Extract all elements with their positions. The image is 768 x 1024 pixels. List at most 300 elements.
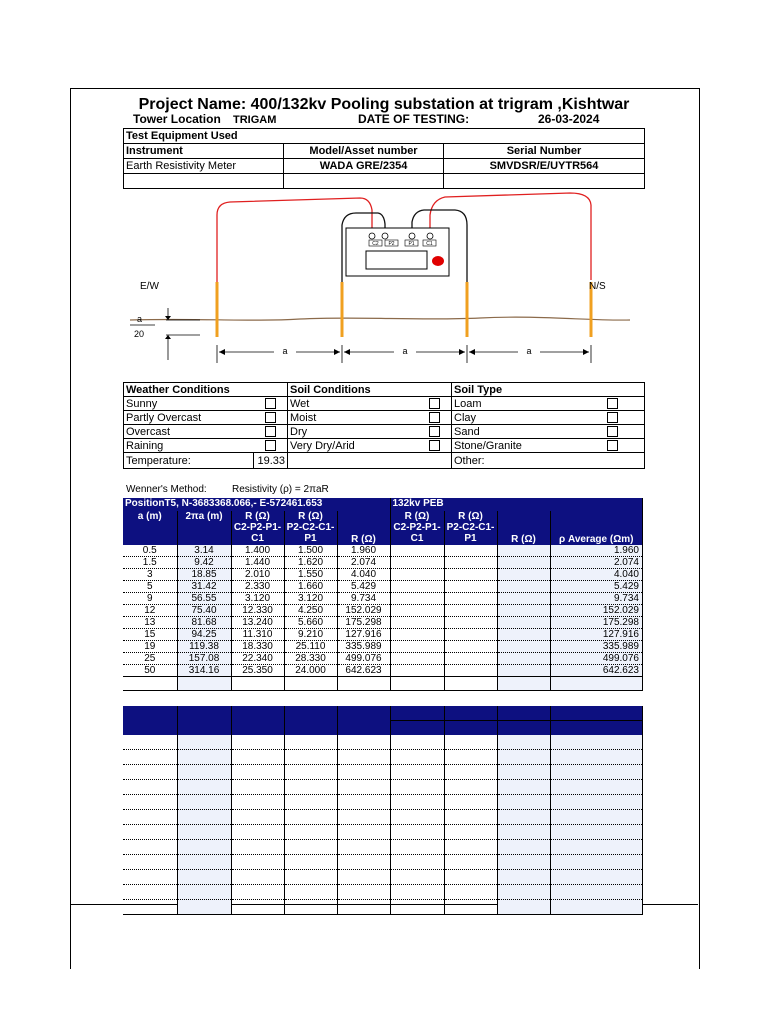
table-cell (337, 870, 390, 885)
table-cell: 25.350 (231, 665, 284, 677)
blank-header-cell (390, 721, 444, 736)
checkbox-moist[interactable] (417, 411, 452, 425)
table-cell (390, 765, 444, 780)
table-cell: 152.029 (550, 605, 643, 617)
model-value: WADA GRE/2354 (284, 159, 444, 174)
table-cell (284, 870, 337, 885)
table-cell (177, 810, 231, 825)
depth-a-label: a (137, 314, 143, 324)
table-row (123, 735, 643, 750)
table-cell (550, 735, 643, 750)
table-cell (284, 885, 337, 900)
temperature-value[interactable]: 19.33 (253, 453, 288, 469)
table-cell: 499.076 (550, 653, 643, 665)
table-cell: 12 (123, 605, 177, 617)
table-cell (390, 780, 444, 795)
table-cell: 18.85 (177, 569, 231, 581)
soil-title: Soil Conditions (288, 383, 452, 397)
checkbox-raining[interactable] (253, 439, 288, 453)
arrow-right-icon (583, 349, 589, 355)
table-cell (231, 840, 284, 855)
table-cell: 4.250 (284, 605, 337, 617)
table-cell (177, 885, 231, 900)
table-cell (390, 593, 444, 605)
table-cell (177, 750, 231, 765)
table-row (123, 653, 643, 665)
table-cell: 3.14 (177, 545, 231, 557)
table-cell: 3.120 (284, 593, 337, 605)
table-cell (497, 545, 550, 557)
table-row (123, 885, 643, 900)
terminal-p2-icon (382, 233, 388, 239)
table-cell (390, 557, 444, 569)
resistivity-formula: Resistivity (ρ) = 2πaR (232, 484, 329, 495)
table-cell (390, 665, 444, 677)
checkbox-sand[interactable] (581, 425, 645, 439)
col-r3: R (Ω) C2-P2-P1-C1 (390, 511, 444, 545)
table-cell: 11.310 (231, 629, 284, 641)
terminal-label: P1 (408, 241, 415, 247)
table-cell (444, 780, 497, 795)
table-cell: 152.029 (337, 605, 390, 617)
checkbox-loam[interactable] (581, 397, 645, 411)
table-cell (497, 605, 550, 617)
table-cell (284, 677, 337, 691)
table-cell (390, 900, 444, 915)
table-cell (177, 677, 231, 691)
table-cell: 157.08 (177, 653, 231, 665)
table-cell: 4.040 (337, 569, 390, 581)
table-cell (497, 750, 550, 765)
blank-header-cell (337, 721, 390, 736)
table-cell (123, 855, 177, 870)
table-cell (444, 885, 497, 900)
table-cell: 15 (123, 629, 177, 641)
table-cell (497, 629, 550, 641)
table-cell (497, 593, 550, 605)
table-cell (497, 840, 550, 855)
equipment-section-title: Test Equipment Used (124, 129, 645, 144)
meter-display (366, 251, 427, 269)
table-cell (550, 900, 643, 915)
table-cell (497, 569, 550, 581)
col-r-peb: R (Ω) (497, 511, 550, 545)
table-cell (390, 677, 444, 691)
table-cell (284, 855, 337, 870)
table-cell (123, 825, 177, 840)
table-cell (497, 677, 550, 691)
table-cell (284, 840, 337, 855)
table-cell (550, 765, 643, 780)
table-cell (123, 735, 177, 750)
table-cell (444, 629, 497, 641)
table-cell (390, 581, 444, 593)
table-cell (390, 870, 444, 885)
depth-20-label: 20 (134, 329, 145, 339)
table-cell (444, 677, 497, 691)
table-cell: 9 (123, 593, 177, 605)
type-option: Loam (452, 397, 582, 411)
table-cell: 18.330 (231, 641, 284, 653)
table-cell (284, 795, 337, 810)
table-cell (123, 677, 177, 691)
col-r4: R (Ω) P2-C2-C1-P1 (444, 511, 497, 545)
peb-header: 132kv PEB (390, 498, 643, 511)
col-model: Model/Asset number (284, 144, 444, 159)
table-cell (444, 765, 497, 780)
table-cell (337, 795, 390, 810)
table-cell: 3 (123, 569, 177, 581)
table-cell: 2.074 (337, 557, 390, 569)
checkbox-icon (429, 412, 440, 423)
arrow-right-icon (334, 349, 340, 355)
blank-header-row (123, 706, 643, 721)
table-row (123, 641, 643, 653)
table-cell: 9.210 (284, 629, 337, 641)
table-cell (231, 765, 284, 780)
table-cell (177, 840, 231, 855)
table-cell (337, 810, 390, 825)
checkbox-icon (607, 426, 618, 437)
date-label: DATE OF TESTING: (358, 112, 470, 126)
checkbox-dry[interactable] (417, 425, 452, 439)
table-cell (231, 900, 284, 915)
table-cell (177, 765, 231, 780)
checkbox-icon (265, 398, 276, 409)
conditions-table (123, 382, 645, 469)
table-cell (390, 855, 444, 870)
blank-header-cell (390, 706, 444, 721)
table-cell (390, 653, 444, 665)
arrow-left-icon (219, 349, 225, 355)
blank-header-cell (444, 706, 497, 721)
table-row (123, 840, 643, 855)
arrow-left-icon (344, 349, 350, 355)
soil-type-title: Soil Type (452, 383, 645, 397)
table-cell (231, 810, 284, 825)
empty-cell (288, 453, 452, 469)
table-cell: 5 (123, 581, 177, 593)
table-cell: 335.989 (337, 641, 390, 653)
type-option: Clay (452, 411, 582, 425)
table-cell (123, 780, 177, 795)
table-cell (337, 677, 390, 691)
blank-header-cell (284, 706, 337, 721)
table-cell (444, 750, 497, 765)
table-cell (390, 885, 444, 900)
table-cell: 127.916 (337, 629, 390, 641)
terminal-label: P2 (388, 241, 395, 247)
ns-label: N/S (589, 281, 606, 292)
table-cell (390, 605, 444, 617)
table-cell: 335.989 (550, 641, 643, 653)
table-cell (497, 641, 550, 653)
table-cell (284, 780, 337, 795)
blank-header-row (123, 721, 643, 736)
table-cell: 13 (123, 617, 177, 629)
checkbox-icon (429, 426, 440, 437)
table-cell (444, 840, 497, 855)
table-cell: 12.330 (231, 605, 284, 617)
project-title: Project Name: 400/132kv Pooling substation at trigram ,Kishtwar (138, 96, 630, 113)
table-cell (444, 810, 497, 825)
table-cell: 24.000 (284, 665, 337, 677)
table-cell (444, 617, 497, 629)
checkbox-icon (265, 412, 276, 423)
table-cell (337, 855, 390, 870)
table-cell (390, 641, 444, 653)
weather-option: Sunny (124, 397, 254, 411)
terminal-label: C2 (372, 241, 379, 247)
table-cell (231, 735, 284, 750)
table-cell (497, 810, 550, 825)
checkbox-icon (607, 398, 618, 409)
blank-header-cell (444, 721, 497, 736)
table-cell: 28.330 (284, 653, 337, 665)
table-cell (284, 750, 337, 765)
table-cell (123, 810, 177, 825)
table-cell: 5.429 (337, 581, 390, 593)
checkbox-wet[interactable] (417, 397, 452, 411)
soil-option: Moist (288, 411, 418, 425)
blank-header-cell (497, 721, 550, 736)
table-row (123, 825, 643, 840)
table-cell (550, 840, 643, 855)
table-row (123, 581, 643, 593)
table-cell: 13.240 (231, 617, 284, 629)
blank-table (123, 706, 643, 915)
table-cell: 127.916 (550, 629, 643, 641)
table-cell (444, 653, 497, 665)
table-row (123, 870, 643, 885)
table-cell (497, 765, 550, 780)
table-cell (444, 870, 497, 885)
table-cell (177, 795, 231, 810)
table-cell (337, 825, 390, 840)
table-cell: 1.620 (284, 557, 337, 569)
table-cell: 25 (123, 653, 177, 665)
table-cell (390, 795, 444, 810)
instrument-value: Earth Resistivity Meter (124, 159, 284, 174)
table-cell (337, 765, 390, 780)
blank-header-cell (550, 721, 643, 736)
col-serial: Serial Number (444, 144, 645, 159)
table-cell (444, 605, 497, 617)
table-cell (444, 581, 497, 593)
table-cell (444, 545, 497, 557)
table-row (123, 765, 643, 780)
table-cell: 499.076 (337, 653, 390, 665)
table-cell (497, 900, 550, 915)
table-cell (231, 750, 284, 765)
table-row (123, 810, 643, 825)
terminal-c2-icon (369, 233, 375, 239)
table-row (123, 617, 643, 629)
table-cell: 9.734 (550, 593, 643, 605)
checkbox-stone-granite[interactable] (581, 439, 645, 453)
table-cell: 1.400 (231, 545, 284, 557)
table-cell (337, 780, 390, 795)
col-instrument: Instrument (124, 144, 284, 159)
table-cell (337, 840, 390, 855)
table-cell (390, 750, 444, 765)
table-cell: 0.5 (123, 545, 177, 557)
table-cell (337, 885, 390, 900)
table-cell: 1.5 (123, 557, 177, 569)
table-cell: 56.55 (177, 593, 231, 605)
table-cell (497, 735, 550, 750)
table-cell: 2.074 (550, 557, 643, 569)
table-row (123, 557, 643, 569)
results-table (123, 498, 643, 691)
blank-header-cell (497, 706, 550, 721)
checkbox-icon (265, 440, 276, 451)
table-cell (231, 825, 284, 840)
blank-header-cell (177, 706, 231, 721)
table-cell (390, 545, 444, 557)
table-cell: 22.340 (231, 653, 284, 665)
table-cell (444, 795, 497, 810)
table-cell (550, 780, 643, 795)
table-cell: 9.734 (337, 593, 390, 605)
table-cell (123, 840, 177, 855)
table-cell: 175.298 (337, 617, 390, 629)
table-row (123, 569, 643, 581)
col-r: R (Ω) (337, 511, 390, 545)
checkbox-icon (607, 412, 618, 423)
weather-option: Raining (124, 439, 254, 453)
table-cell (550, 677, 643, 691)
table-cell: 2.010 (231, 569, 284, 581)
blank-header-cell (123, 721, 177, 736)
table-cell: 1.660 (284, 581, 337, 593)
table-cell (231, 795, 284, 810)
checkbox-sunny[interactable] (253, 397, 288, 411)
table-cell (550, 855, 643, 870)
weather-option: Overcast (124, 425, 254, 439)
checkbox-partly-overcast[interactable] (253, 411, 288, 425)
table-cell: 9.42 (177, 557, 231, 569)
table-cell (497, 855, 550, 870)
table-row (123, 780, 643, 795)
table-cell (337, 750, 390, 765)
table-cell (337, 900, 390, 915)
table-cell (390, 840, 444, 855)
type-option: Sand (452, 425, 582, 439)
table-cell (444, 825, 497, 840)
table-cell (497, 557, 550, 569)
table-cell (497, 617, 550, 629)
table-cell: 5.660 (284, 617, 337, 629)
checkbox-icon (265, 426, 276, 437)
checkbox-icon (429, 440, 440, 451)
table-cell (444, 735, 497, 750)
table-cell (177, 870, 231, 885)
table-cell (390, 569, 444, 581)
table-cell: 1.960 (550, 545, 643, 557)
table-cell (231, 855, 284, 870)
table-cell (550, 810, 643, 825)
table-cell (284, 900, 337, 915)
table-cell (497, 653, 550, 665)
table-cell (444, 665, 497, 677)
table-cell (231, 677, 284, 691)
blank-header-cell (231, 721, 284, 736)
spacing-label: a (526, 346, 532, 356)
col-avg: ρ Average (Ωm) (550, 511, 643, 545)
table-cell: 1.500 (284, 545, 337, 557)
table-cell: 314.16 (177, 665, 231, 677)
tower-location-label: Tower Location (133, 112, 221, 126)
table-cell (177, 825, 231, 840)
table-cell: 642.623 (550, 665, 643, 677)
table-cell (444, 900, 497, 915)
table-cell (390, 825, 444, 840)
table-row (123, 593, 643, 605)
table-cell: 75.40 (177, 605, 231, 617)
arrow-right-icon (459, 349, 465, 355)
weather-option: Partly Overcast (124, 411, 254, 425)
table-cell (550, 885, 643, 900)
terminal-label: C1 (426, 241, 433, 247)
col-r1: R (Ω) C2-P2-P1-C1 (231, 511, 284, 545)
table-cell: 3.120 (231, 593, 284, 605)
table-cell (444, 557, 497, 569)
col-r2: R (Ω) P2-C2-C1-P1 (284, 511, 337, 545)
table-row (123, 795, 643, 810)
other-label: Other: (452, 453, 645, 469)
table-cell (231, 780, 284, 795)
table-row (123, 855, 643, 870)
table-row (123, 545, 643, 557)
wenner-diagram (0, 0, 768, 400)
table-cell: 2.330 (231, 581, 284, 593)
checkbox-very-dry[interactable] (417, 439, 452, 453)
checkbox-clay[interactable] (581, 411, 645, 425)
serial-value: SMVDSR/E/UYTR564 (444, 159, 645, 174)
ground-line (130, 317, 630, 320)
blank-header-cell (337, 706, 390, 721)
position-header: PositionT5, N-3683368.066,- E-572461.653 (123, 498, 390, 511)
table-cell (497, 581, 550, 593)
checkbox-overcast[interactable] (253, 425, 288, 439)
table-cell (497, 870, 550, 885)
terminal-c1-icon (427, 233, 433, 239)
spacing-label: a (402, 346, 408, 356)
table-cell (123, 795, 177, 810)
arrow-left-icon (469, 349, 475, 355)
table-cell (550, 795, 643, 810)
table-cell: 175.298 (550, 617, 643, 629)
table-cell (390, 735, 444, 750)
table-cell (550, 825, 643, 840)
table-cell (177, 735, 231, 750)
table-cell (390, 617, 444, 629)
table-cell: 31.42 (177, 581, 231, 593)
table-row (123, 750, 643, 765)
table-cell (123, 900, 177, 915)
blank-header-cell (550, 706, 643, 721)
meter-indicator-icon (432, 256, 444, 266)
table-row (123, 629, 643, 641)
checkbox-icon (607, 440, 618, 451)
blank-header-cell (123, 706, 177, 721)
table-cell (123, 750, 177, 765)
table-cell (231, 885, 284, 900)
table-row (123, 665, 643, 677)
table-cell (550, 750, 643, 765)
table-cell: 1.550 (284, 569, 337, 581)
